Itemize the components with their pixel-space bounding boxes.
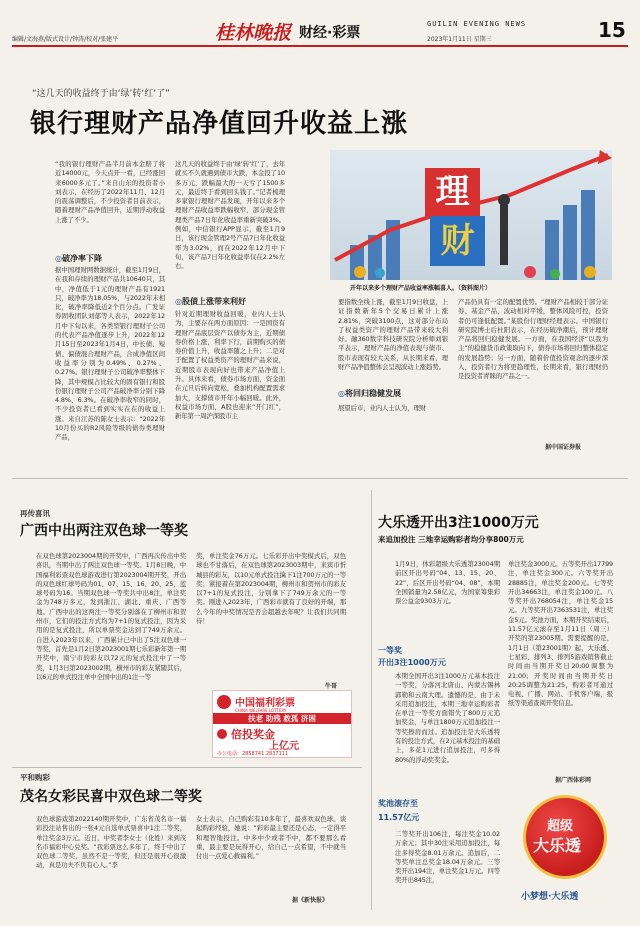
- lead-col3-body-b: 展望后市，业内人士认为，理财: [338, 404, 427, 412]
- lead-subhead-2: [175, 296, 246, 307]
- story-divider: [12, 767, 362, 768]
- story2-credit: 牛哥: [325, 683, 338, 690]
- story3-kicker: 平和购彩: [20, 773, 50, 782]
- welfare-promo-icon: [217, 729, 227, 739]
- header-logo-group: [215, 18, 360, 45]
- story4-subtitle: 来追加投注 三地幸运购彩者均分享800万元: [378, 535, 524, 544]
- story3-col2: 女士表示，自己购彩有10多年了，最喜欢双色球。谈起购彩经验，她说：“彩彩最主要还是心态，一定得平和理智地投注。中多中少或者不中，都不要那么看重，最主要是玩得开心，给自己一点希望，不中就当付出一点爱心救福利。”: [196, 815, 346, 861]
- welfare-lottery-ad: [212, 690, 352, 758]
- paper-english-name: GUILIN EVENING NEWS: [427, 20, 527, 28]
- welfare-promo-amount: 上亿元: [269, 741, 299, 752]
- story4-subhead-1: 一等奖: [378, 646, 402, 655]
- story3-title: 茂名女彩民喜中双色球二等奖: [20, 789, 202, 805]
- lead-col3-body-a: 要指数全线上涨，截至1月9日收盘，上证指数新年5个交易日累计上涨2.81%，突破3100点，这对部分布局了权益类资产的理财产品带来较大利好。融360数字科技研究院分析师刘银平表示，理财产品的净值表现与债市、股市表现有较大关系，从长期来看，理财产品净值整体会呈现波动上涨趋势。: [338, 298, 448, 372]
- lead-col2-body-b: 针对近期理财收益回暖，业内人士认为，主要存在两方面原因：一是国资有理财产品底层资产以债券为主，近期债券价格上涨，利率下行，前期购买的债券价值上升，收益率随之上升；二是对于配置了权益类资产的理财产品来说，近期股市表现向好也带来产品净值上升。具体来看，债券市场方面，资金面在元旦后转向宽松，叠加机构配置需求加大，支撑债市开年小幅回暖。此外，权益市场方面，A股也迎来“开门红”，新年第一周沪深股市主: [175, 310, 285, 421]
- subhead-text: 股债上涨带来利好: [181, 297, 246, 306]
- lead-title: 银行理财产品净值回升收益上涨: [30, 109, 409, 139]
- lead-col2-body-a: 这几天的收益终于由‘绿’转‘红’了，去年就买不久就遇到债市大跌，本金投了10多万元，跌幅最大的一天亏了1500多元，最近终于看到回头钱了。”记者梳理多家银行理财产品发现，开年以来多个理财产品收益率跌幅收窄，部分现金管理类产品7日年化收益率重新突破3%。例如，中信银行APP显示，截至1月9日，该行现金管理2号产品7日年化收益率为3.02%，而在2022年12月中下旬，该产品7日年化收益率仅在2.2%左右。: [175, 160, 285, 271]
- story3-credit: 据《新快报》: [292, 897, 329, 904]
- story4-subhead-2: 奖池滚存至: [378, 799, 418, 808]
- welfare-name: 中国福利彩票: [235, 698, 295, 709]
- story2-title: 广西中出两注双色球一等奖: [20, 523, 188, 539]
- lead-credit: 据中国证券报: [545, 444, 582, 451]
- story4-credit: 据广西体彩网: [555, 777, 592, 784]
- super-lotto-text1: 超级: [547, 819, 574, 834]
- story4-title: 大乐透开出3注1000万元: [378, 515, 539, 531]
- section-name: 财经·彩票: [299, 24, 361, 41]
- editor-credits: 编辑/文海燕/版式设计/钟涛/校对/张建平: [12, 36, 119, 43]
- issue-date: 2023年1月11日 星期三: [427, 36, 492, 43]
- story4-col1-c: 二等奖开出106注，每注奖金10.02万余元；其中30注采用追加投注，每注多得奖金8.01万余元。追加后，二等奖单注总奖金18.04万余元。三等奖开出194注，单注奖金1万元。四等奖开出845注，: [395, 830, 500, 885]
- column-divider: [371, 490, 372, 910]
- welfare-promo: [217, 726, 275, 742]
- page-number: 15: [598, 18, 626, 42]
- subhead-bullet-icon: ◎: [338, 389, 345, 398]
- newspaper-logo: 桂林晚报: [215, 22, 292, 44]
- welfare-slogan: 扶老 助残 救孤 济困: [213, 713, 351, 724]
- story4-col1-b: 本期全国开出3注1000万元基本投注一等奖，分落河北唐山、内蒙古锡林郭勒和云南大理。遗憾的是，由于未采用追加投注，本期三地幸运购彩者在单注一等奖方面错失了800万元追加奖金，与单注1800万元追加投注一等奖擦肩而过。追加投注是大乐透特有的投注方式，在2元基本投注的基础上，多花1元进行追加投注，可多得80%的浮动奖奖金。: [395, 672, 500, 764]
- photo-block-bottom: 财: [430, 216, 485, 266]
- super-lotto-text2: 大乐透: [533, 836, 582, 855]
- story4-col2: 单注奖金3000元。五等奖开出17799注，单注奖金300元。六等奖开出28885注，单注奖金200元。七等奖开出34663注，单注奖金100元。八等奖开出768054注，单注奖金15元。九等奖开出7363531注，单注奖金5元。奖池方面，本期开奖结束后，11.57亿元滚存至1月11日（周三）开奖的第23005期。需要提醒的是，1月1日（第23001期）起，大乐透、七星彩、排列3、排列5游戏销售截止时间由当期开奖日20:00调整为21:00；开奖时间由当期开奖日20:25调整为21:25，购彩者可通过电视、广播、网站、手机客户端，报纸等渠道查阅开奖信息。: [508, 560, 613, 708]
- subhead-text: 将回归稳健发展: [344, 389, 401, 398]
- photo-block-top: 理: [425, 168, 480, 216]
- subhead-bullet-icon: ◎: [175, 297, 182, 306]
- header-rule: [12, 45, 628, 47]
- lead-subhead-1: [55, 253, 102, 264]
- lead-subhead-3: [338, 388, 401, 399]
- lead-kicker: “这几天的收益终于由‘绿’转‘红’了”: [32, 89, 170, 99]
- super-lotto-slogan: 小梦想·大乐透: [521, 892, 579, 902]
- welfare-name-en: CHINA WELFARE LOTTERY: [235, 708, 287, 713]
- welfare-promo-text: 倍投奖金: [231, 728, 275, 741]
- super-lotto-ad: [515, 795, 615, 905]
- subhead-bullet-icon: ◎: [55, 254, 62, 263]
- section-divider: [12, 478, 628, 479]
- welfare-phone: 办公电话：2858741 2837111: [217, 751, 289, 757]
- story4-subhead-1b: 开出3注1000万元: [378, 658, 446, 667]
- lead-col1-body: 据中国理财网数据统计，截至1月9日，在我和存续的理财产品共10640只，其中，净值低于1元的理财产品有1921只，破净率为18.05%，与2022年末相比，破净率降低近2个百分点。广发证券固收团队刘郁等人表示，2022年12月中下旬以来，各类型银行理财子公司的代表产品净值逐步上升，2022年12月15日至2023年1月4日，中长债、短债、偏债混合理财产品，合成净值区间收益率分别为0.49%、0.27%、0.27%。银行理财子公司破净率整体下降，其中规模占比较大的固有银行和股份银行理财子公司产品破净率分别下降4.8%、6.3%。在破净率收窄的同时，不少投资者已看到实实在在的收益上涨。来自江苏的陈女士表示：“2022年10月份买的R2风险等级的债券类理财产品，: [55, 266, 165, 442]
- lead-photo: [330, 150, 612, 280]
- lead-photo-caption: 开年以来多个理财产品收益率涨幅喜人。（资料图片）: [350, 285, 492, 292]
- story2-kicker: 再传喜讯: [20, 509, 50, 518]
- story2-col2: 奖，单注奖金76万元。七乐彩开出中奖模式后，双色球也不甘落后，在双色球第2023003期中，来宾市忻城县的彩友，以10元单式投注擒下1注700万元的一等奖；紧接着在第2023004期，柳州市和贺州市的彩友以7+1的复式投注，分别拿下了749万余元的一等奖。刚进入2023年，广西彩市就有了良好的开端，那么今年的中奖情况是否会超越去年呢？让我们共同期待！: [196, 552, 346, 626]
- lead-col4-body: 产品仍具有一定的配置优势。“理财产品相较于部分证券、基金产品，波动相对平缓，整体风险可控，投资者仍可逢低配置。”某股份行理财经理表示。中国银行研究院博士后杜阳表示，在经历破净潮后，预计理财产品将回归稳健发展。一方面，在我国经济“以我为主”的稳健货币政策取向下，债券市场将回归整体稳定的发展趋势；另一方面，随着价值投资观念的逐步深入，投资者行为将更趋理性，长期来看，银行理财仍是投资者青睐的产品之一。: [458, 298, 608, 381]
- welfare-logo-row: [217, 694, 295, 709]
- story2-col1: 在双色球第2023004期的开奖中，广西再次传出中奖喜讯，当期中出了两注双色球一等奖。1月8日晚，中国福利彩票双色球游戏进行第2023004期开奖，开出的双色球红球号码为01、07、15、16、20、25，蓝球号码为16。当期双色球一等奖共中出8注，单注奖金为748万多元，发到浙江、湖北、重庆、广西等地。广西中出的这两注一等奖分别落在了柳州市和贺州市，它们的投注方式均为7+1的复式投注，因为采用的是复式投注，所以单票奖金达到了749万余元。自进入2023年以来，广西累计已中出了5注双色球一等奖，首先是1月2日第2023001期七乐彩新年第一期开奖中，南宁市的彩友以72元的复式投注中了一等奖，1月3日第2023002期，横州市的彩友紧随其后，以6元的单式投注单中全国中出的1注一等: [36, 552, 186, 681]
- story4-subhead-2b: 11.57亿元: [378, 813, 420, 822]
- welfare-logo-icon: [217, 695, 231, 709]
- story4-col1-a: 1月9日，体彩超级大乐透第23004期前区开出号码“04、13、15、20、22”，后区开出号码“04、08”，本期全国销量为2.58亿元，为国家筹集彩票公益金9303万元。: [395, 560, 500, 606]
- story3-col1: 双色球游戏第2022140期开奖中，广东省茂名市一福彩投注站售出的一张4元自选单式票喜中1注二等奖，单注奖金3万元。近日，中奖者李女士（化姓）来到茂名市福彩中心兑奖。“我彩票这么多年了，终于中出了双色球二等奖，虽然不是一等奖，但还是很开心很激动，真是功夫不负有心人。”李: [36, 815, 186, 870]
- lead-intro: “我的银行理财产品半月前本金赔了将近14000元，今天点开一看，已经涨回来6000多元了。”来自山东的投资者小刘表示，在经历了2022年11月、12月的震荡调整后，不少投资者目前表示，随着理财产品净值回升，近期浮动收益上涨了不少。: [55, 160, 165, 224]
- subhead-text: 破净率下降: [61, 254, 102, 263]
